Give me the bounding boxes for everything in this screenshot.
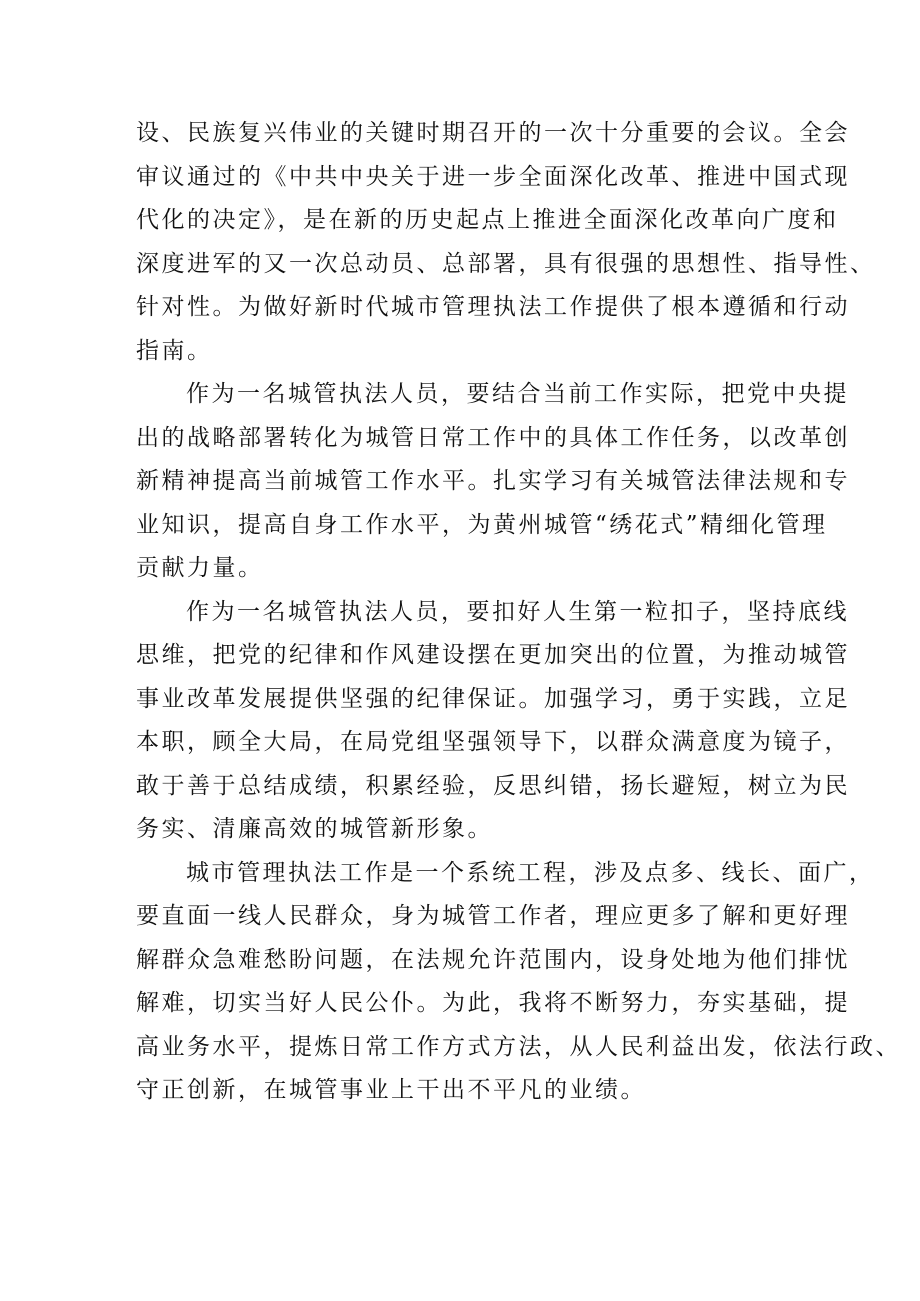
text-line: 事业改革发展提供坚强的纪律保证。加强学习，勇于实践，立足	[136, 685, 850, 712]
text-line: 要直面一线人民群众，身为城管工作者，理应更多了解和更好理	[136, 903, 850, 929]
text-line: 审议通过的《中共中央关于进一步全面深化改革、推进中国式现	[136, 163, 850, 190]
text-line: 贡献力量。	[136, 555, 264, 581]
paragraph-3	[136, 591, 850, 852]
text-line: 出的战略部署转化为城管日常工作中的具体工作任务，以改革创	[136, 424, 850, 451]
text-line: 守正创新，在城管事业上干出不平凡的业绩。	[136, 1077, 646, 1103]
text-line: 针对性。为做好新时代城市管理执法工作提供了根本遵循和行动	[136, 294, 850, 320]
text-line: 业知识，提高自身工作水平，为黄州城管“绣花式”精细化管理	[136, 511, 828, 538]
text-line: 敢于善于总结成绩，积累经验，反思纠错，扬长避短，树立为民	[136, 772, 850, 799]
text-line: 作为一名城管执法人员，要结合当前工作实际，把党中央提	[186, 381, 849, 407]
text-line: 作为一名城管执法人员，要扣好人生第一粒扣子，坚持底线	[186, 598, 849, 625]
paragraph-1	[136, 112, 876, 373]
document-body	[136, 112, 901, 1113]
paragraph-4	[136, 852, 901, 1113]
text-line: 代化的决定》，是在新的历史起点上推进全面深化改革向广度和	[136, 207, 839, 233]
text-line: 解群众急难愁盼问题，在法规允许范围内，设身处地为他们排忧	[136, 946, 850, 973]
text-line: 设、民族复兴伟业的关键时期召开的一次十分重要的会议。全会	[136, 120, 850, 146]
text-line: 深度进军的又一次总动员、总部署，具有很强的思想性、指导性、	[136, 250, 876, 277]
text-line: 指南。	[136, 337, 213, 364]
paragraph-2	[136, 373, 850, 591]
text-line: 新精神提高当前城管工作水平。扎实学习有关城管法律法规和专	[136, 468, 850, 494]
text-line: 城市管理执法工作是一个系统工程，涉及点多、线长、面广，	[186, 859, 875, 886]
text-line: 解难，切实当好人民公仆。为此，我将不断努力，夯实基础，提	[136, 990, 850, 1016]
text-line: 务实、清廉高效的城管新形象。	[136, 816, 493, 842]
text-line: 思维，把党的纪律和作风建设摆在更加突出的位置，为推动城管	[136, 642, 850, 668]
text-line: 高业务水平，提炼日常工作方式方法，从人民利益出发，依法行政、	[136, 1033, 901, 1060]
text-line: 本职，顾全大局，在局党组坚强领导下，以群众满意度为镜子，	[136, 729, 850, 755]
